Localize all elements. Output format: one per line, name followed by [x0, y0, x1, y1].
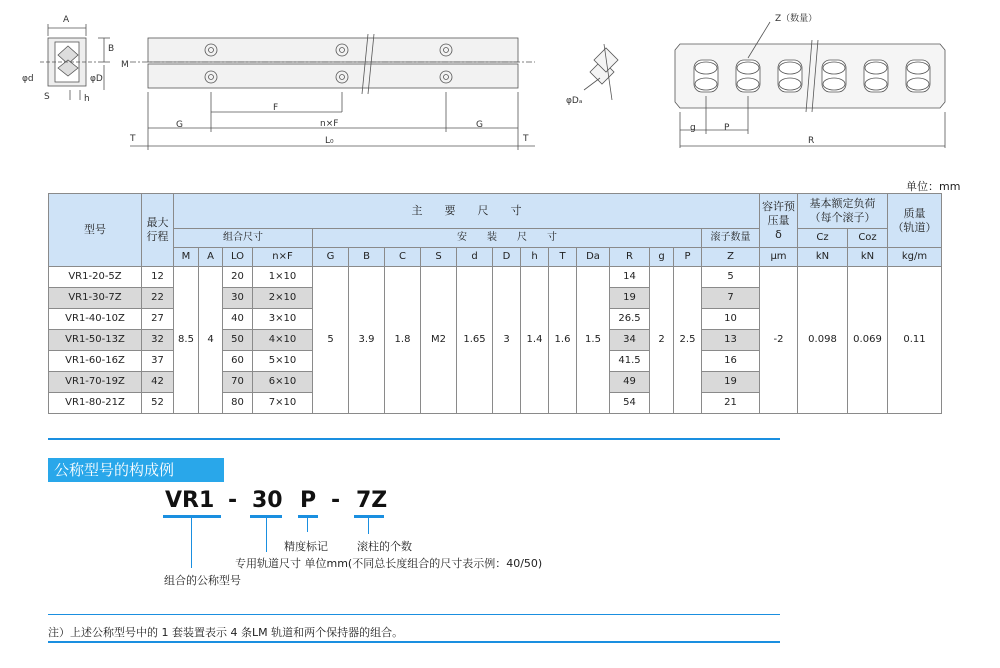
header-model: 型号	[49, 194, 142, 267]
cell-z: 10	[702, 309, 760, 330]
section-title: 公称型号的构成例	[48, 458, 224, 482]
cell-model: VR1-60-16Z	[49, 351, 142, 372]
underline-series	[163, 515, 221, 518]
header-roller-count: 滚子数量	[702, 229, 760, 248]
preload-symbol: δ	[775, 227, 782, 241]
col-lo: LO	[223, 248, 253, 267]
header-preload	[760, 194, 798, 248]
cell-stroke: 42	[142, 372, 174, 393]
cell-nf: 1×10	[253, 267, 313, 288]
footnote: 注）上述公称型号中的 1 套装置表示 4 条LM 轨道和两个保持器的组合。	[48, 626, 404, 639]
header-install-dims: 安 装 尺 寸	[313, 229, 702, 248]
dim-label-m: M	[121, 60, 129, 70]
cell-g-small: 2	[650, 267, 674, 414]
underline-precision	[298, 515, 318, 518]
cell-model: VR1-20-5Z	[49, 267, 142, 288]
cell-lo: 70	[223, 372, 253, 393]
cell-mass: 0.11	[888, 267, 942, 414]
header-combo-dims: 组合尺寸	[174, 229, 313, 248]
cell-nf: 3×10	[253, 309, 313, 330]
leader-series	[191, 518, 192, 568]
leader-rollers	[368, 518, 369, 534]
col-mass-unit: kg/m	[888, 248, 942, 267]
col-b: B	[349, 248, 385, 267]
cell-h: 1.4	[521, 267, 549, 414]
col-coz-unit: kN	[848, 248, 888, 267]
roller-cage-view	[675, 22, 945, 148]
cell-nf: 4×10	[253, 330, 313, 351]
label-rail-size: 专用轨道尺寸 单位mm(不同总长度组合的尺寸表示例：40/50)	[235, 557, 543, 570]
cell-lo: 60	[223, 351, 253, 372]
header-coz: Coz	[848, 229, 888, 248]
cell-D: 3	[493, 267, 521, 414]
roller-detail-view	[584, 44, 618, 100]
cell-b: 3.9	[349, 267, 385, 414]
dim-label-a: A	[63, 15, 70, 25]
dim-label-g-right: G	[476, 120, 483, 130]
cell-nf: 6×10	[253, 372, 313, 393]
cell-t: 1.6	[549, 267, 577, 414]
code-part-rollers: 7Z	[356, 488, 388, 513]
code-part-dash1: -	[228, 488, 238, 513]
code-part-precision: P	[300, 488, 317, 513]
dim-label-t-left: T	[130, 134, 136, 144]
note-top-rule	[48, 614, 780, 615]
label-precision: 精度标记	[284, 540, 328, 553]
table-row	[49, 267, 942, 288]
header-cz: Cz	[798, 229, 848, 248]
cell-coz: 0.069	[848, 267, 888, 414]
cell-lo: 40	[223, 309, 253, 330]
cell-r: 14	[610, 267, 650, 288]
dim-label-D: φD	[90, 74, 103, 84]
cell-r: 34	[610, 330, 650, 351]
col-nf: n×F	[253, 248, 313, 267]
leader-length	[266, 518, 267, 552]
header-main-dims: 主 要 尺 寸	[174, 194, 760, 229]
label-rollers: 滚柱的个数	[357, 540, 412, 553]
cell-lo: 50	[223, 330, 253, 351]
dim-label-z: Z（数量）	[775, 14, 818, 24]
header-stroke: 最大 行程	[142, 194, 174, 267]
col-g: G	[313, 248, 349, 267]
cell-r: 26.5	[610, 309, 650, 330]
cell-z: 19	[702, 372, 760, 393]
cell-stroke: 22	[142, 288, 174, 309]
cell-g: 5	[313, 267, 349, 414]
col-da: Da	[577, 248, 610, 267]
cell-r: 54	[610, 393, 650, 414]
dim-label-g-left: G	[176, 120, 183, 130]
dim-label-t-right: T	[523, 134, 529, 144]
preload-title: 容许预 压量	[762, 199, 795, 227]
col-z: Z	[702, 248, 760, 267]
header-load-rating: 基本额定负荷 （每个滚子）	[798, 194, 888, 229]
code-part-series: VR1	[165, 488, 215, 513]
cell-stroke: 37	[142, 351, 174, 372]
cell-s: M2	[421, 267, 457, 414]
cell-model: VR1-40-10Z	[49, 309, 142, 330]
col-g-small: g	[650, 248, 674, 267]
dim-label-g-small: g	[690, 123, 696, 133]
spec-table	[48, 193, 942, 414]
dim-label-nf: n×F	[320, 119, 339, 129]
cell-stroke: 32	[142, 330, 174, 351]
cell-lo: 20	[223, 267, 253, 288]
cell-cz: 0.098	[798, 267, 848, 414]
cell-r: 19	[610, 288, 650, 309]
cell-model: VR1-70-19Z	[49, 372, 142, 393]
col-s: S	[421, 248, 457, 267]
cell-preload: -2	[760, 267, 798, 414]
code-part-dash2: -	[331, 488, 341, 513]
col-t: T	[549, 248, 577, 267]
cell-c: 1.8	[385, 267, 421, 414]
cell-stroke: 52	[142, 393, 174, 414]
col-a: A	[199, 248, 223, 267]
cell-stroke: 27	[142, 309, 174, 330]
dim-label-l0: L₀	[325, 136, 334, 146]
col-D: D	[493, 248, 521, 267]
dim-label-p: P	[724, 123, 730, 133]
col-cz-unit: kN	[798, 248, 848, 267]
rail-side-view	[130, 34, 535, 150]
header-mass: 质量 （轨道）	[888, 194, 942, 248]
cell-model: VR1-80-21Z	[49, 393, 142, 414]
col-d: d	[457, 248, 493, 267]
label-combo-model: 组合的公称型号	[164, 574, 241, 587]
note-bottom-rule	[48, 641, 780, 643]
cell-z: 13	[702, 330, 760, 351]
cell-d: 1.65	[457, 267, 493, 414]
dim-label-b: B	[108, 44, 115, 54]
cell-z: 5	[702, 267, 760, 288]
col-preload-unit: μm	[760, 248, 798, 267]
technical-drawings	[0, 0, 1000, 175]
col-p: P	[674, 248, 702, 267]
cell-r: 49	[610, 372, 650, 393]
cell-lo: 80	[223, 393, 253, 414]
leader-precision	[307, 518, 308, 532]
col-m: M	[174, 248, 199, 267]
cell-m: 8.5	[174, 267, 199, 414]
cell-model: VR1-30-7Z	[49, 288, 142, 309]
dim-label-r: R	[808, 136, 815, 146]
cell-nf: 5×10	[253, 351, 313, 372]
cell-z: 7	[702, 288, 760, 309]
cell-z: 21	[702, 393, 760, 414]
dim-label-s: S	[44, 92, 50, 102]
cell-r: 41.5	[610, 351, 650, 372]
cell-nf: 7×10	[253, 393, 313, 414]
unit-label: 单位：mm	[906, 180, 961, 193]
cell-model: VR1-50-13Z	[49, 330, 142, 351]
dim-label-f: F	[273, 103, 279, 113]
cell-lo: 30	[223, 288, 253, 309]
dim-label-h: h	[84, 94, 90, 104]
col-r: R	[610, 248, 650, 267]
col-c: C	[385, 248, 421, 267]
underline-rollers	[354, 515, 384, 518]
dim-label-da: φDₐ	[566, 96, 583, 106]
cross-section-view	[40, 24, 110, 100]
code-part-length: 30	[252, 488, 283, 513]
cell-nf: 2×10	[253, 288, 313, 309]
col-h: h	[521, 248, 549, 267]
table-bottom-rule	[48, 438, 780, 440]
cell-p: 2.5	[674, 267, 702, 414]
cell-da: 1.5	[577, 267, 610, 414]
cell-a: 4	[199, 267, 223, 414]
dim-label-d: φd	[22, 74, 34, 84]
cell-stroke: 12	[142, 267, 174, 288]
cell-z: 16	[702, 351, 760, 372]
